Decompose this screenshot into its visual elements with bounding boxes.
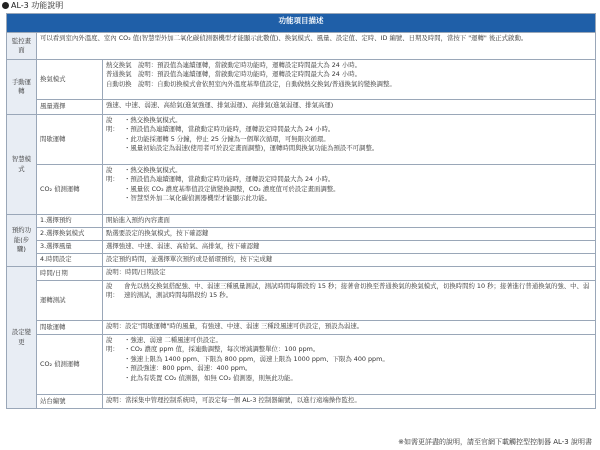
note-label: 說明： <box>106 282 119 300</box>
note-line: ・強速、弱速 二種風速可供設定。 <box>124 336 222 344</box>
settings-test-description <box>103 281 596 321</box>
note-label: 說明： <box>106 116 119 134</box>
settings-co2-label: CO₂ 偵測運轉 <box>37 335 103 395</box>
smart-co2-label: CO₂ 偵測運轉 <box>37 165 103 215</box>
schedule-step-description: 設定預約時間，並選擇單次預約或是循環預約，按下完成鍵 <box>103 254 596 267</box>
bullet-icon <box>2 2 9 9</box>
category-smart: 智慧模式 <box>7 115 37 215</box>
monitor-description: 可以看到室內外溫度、室內 CO₂ 值(智慧型外加二氧化碳偵測器機型才能顯示此數值)、換氣模式、風量、設定值、定時、ID 編號、日期及時間，當按下 "運轉" 後正式啟動。 <box>37 33 596 60</box>
smart-intermittent-label: 間歇運轉 <box>37 115 103 165</box>
schedule-step: 4.時間設定 <box>37 254 103 267</box>
manual-mode-line: 自動切換 說明：自動切換模式會依照室內外溫度基準值設定，自動做熱交換氣/普通換氣的變換調整。 <box>106 79 396 88</box>
note-text: 會先以熱交換氣搭配強、中、弱速三種風量測試，測試時間每階段約 15 秒；接著會切換至普通換氣的換氣模式，切換時間約 10 秒；接著進行普通換氣的強、中、弱速的測試，測試時間每階段約 15 秒。 <box>124 282 590 300</box>
note-line: ・此為有裝置 CO₂ 偵測器，如無 CO₂ 偵測器，則無此功能。 <box>124 373 297 382</box>
table-header: 功能項目描述 <box>7 14 596 33</box>
note-line: ・預設值為連續運轉，當啟動定時功能時，運轉設定時間最大為 24 小時。 <box>124 125 335 134</box>
note-line: ・熱交換換氣模式。 <box>124 116 182 124</box>
settings-interval-description: 說明：設定"間歇運轉"時的風量，有強速、中速、弱速 三種段風速可供設定，預設為弱速。 <box>103 321 596 335</box>
settings-interval-label: 間歇運轉 <box>37 321 103 335</box>
category-monitor: 監控畫面 <box>7 33 37 60</box>
manual-fan-label: 風量選擇 <box>37 100 103 115</box>
schedule-step-description: 選擇強速、中速、弱速、高給氣、高排氣，按下確認鍵 <box>103 241 596 254</box>
schedule-step-description: 開始進入預約內容畫面 <box>103 215 596 228</box>
manual-mode-line: 熱交換氣 說明：預設值為連續運轉，當啟動定時功能時，運轉設定時間最大為 24 小時。 <box>106 61 362 69</box>
note-line: ・CO₂ 濃度 ppm 值，採連動調整，每次增減調整單位：100 ppm。 <box>124 345 320 354</box>
note-line: ・風量初始設定為弱速(使用者可於設定畫面調整)，運轉時間與換氣功能為預設不可調整。 <box>124 144 379 153</box>
function-table <box>6 13 596 409</box>
category-settings: 設定變更 <box>7 267 37 409</box>
schedule-step: 1.選擇預約 <box>37 215 103 228</box>
smart-co2-description <box>103 165 596 215</box>
doc-title <box>2 1 63 11</box>
schedule-step: 3.選擇風量 <box>37 241 103 254</box>
manual-mode-line: 普通換氣 說明：預設值為連續運轉，當啟動定時功能時，運轉設定時間最大為 24 小時。 <box>106 70 362 79</box>
settings-station-label: 站台編號 <box>37 395 103 409</box>
manual-fan-description: 強速、中速、弱速、高給氣(進氣強運、排氣弱運)、高排氣(進氣弱運、排氣高運) <box>103 100 596 115</box>
note-line: ・預設值為連續運轉，當啟動定時功能時，運轉設定時間最大為 24 小時。 <box>124 175 335 184</box>
note-line: ・智慧型外加二氧化碳偵測器機型才能顯示此功能。 <box>124 194 271 203</box>
footer-note: ※如需更詳盡的說明，請至官網下載觸控型控制器 AL-3 說明書 <box>398 438 592 446</box>
settings-datetime-label: 時間/日期 <box>37 267 103 281</box>
note-label: 說明： <box>106 336 119 354</box>
schedule-step: 2.選擇換氣模式 <box>37 228 103 241</box>
settings-test-label: 運轉測試 <box>37 281 103 321</box>
settings-datetime-description: 說明：時間/日期設定 <box>103 267 596 281</box>
schedule-step-description: 點選要設定的換氣模式，按下確認鍵 <box>103 228 596 241</box>
manual-mode-description <box>103 60 596 100</box>
category-manual: 手動運轉 <box>7 60 37 115</box>
note-line: ・風量依 CO₂ 濃度基準值設定做變換調整，CO₂ 濃度值可於設定畫面調整。 <box>124 184 340 193</box>
note-line: ・熱交換換氣模式。 <box>124 166 182 174</box>
doc-title-text: AL-3 功能說明 <box>11 1 64 10</box>
smart-intermittent-description <box>103 115 596 165</box>
settings-station-description: 說明：當採集中管理控制系統時，可設定每一個 AL-3 控制器編號，以進行遠端操作監控。 <box>103 395 596 409</box>
note-line: ・預設強速：800 ppm、弱速：400 ppm。 <box>124 364 252 373</box>
note-label: 說明： <box>106 166 119 184</box>
category-schedule: 預約功能(步驟) <box>7 215 37 267</box>
manual-mode-label: 換氣模式 <box>37 60 103 100</box>
note-line: ・此功能採運轉 5 分鐘，停止 25 分鐘為一個單次循環，可無限次循環。 <box>124 134 330 143</box>
note-line: ・強速上限為 1400 ppm、下限為 800 ppm，弱速上限為 1000 ppm、下限為 400 ppm。 <box>124 354 389 363</box>
settings-co2-description <box>103 335 596 395</box>
